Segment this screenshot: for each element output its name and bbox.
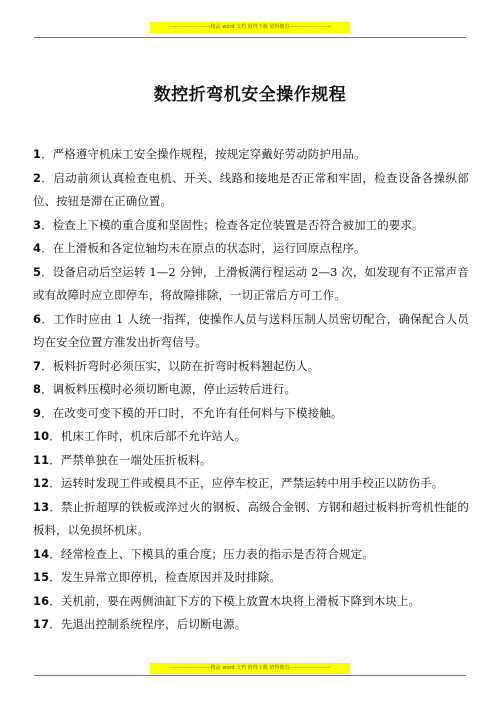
item-number: 1 [33, 147, 42, 161]
list-item [33, 496, 469, 543]
item-text: ．设备启动后空运转 1—2 分钟，上滑板满行程运动 2—3 次，如发现有不正常声音或有故障时应立即停车，将故障排除，一切正常后方可工作。 [33, 264, 469, 302]
list-item [33, 355, 469, 379]
list-item [33, 449, 469, 473]
list-item [33, 566, 469, 590]
item-text: ．经常检查上、下模具的重合度；压力表的指示是否符合规定。 [49, 546, 374, 561]
header-rule [34, 37, 466, 38]
list-item [33, 472, 469, 496]
item-number: 7 [33, 358, 42, 373]
list-item [33, 590, 469, 614]
list-item [33, 143, 469, 167]
list-item [33, 308, 469, 355]
item-number: 15 [33, 570, 50, 584]
header-banner: -----------------------精品 word 文档 值得下载 值得拥有----------------------- [150, 22, 350, 33]
item-number: 11 [33, 452, 50, 467]
list-item [33, 425, 469, 449]
footer-rule [34, 675, 466, 676]
item-text: ．工作时应由 1 人统一指挥，使操作人员与送料压制人员密切配合，确保配合人员均在安全位置方准发出折弯信号。 [33, 311, 469, 349]
item-number: 2 [33, 170, 42, 185]
item-text: ．严禁单独在一端处压折板料。 [49, 452, 212, 467]
item-number: 10 [33, 429, 50, 443]
list-item [33, 378, 469, 402]
item-text: ．严格遵守机床工安全操作规程，按规定穿戴好劳动防护用品。 [41, 147, 366, 161]
item-text: ．启动前须认真检查电机、开关、线路和接地是否正常和牢固，检查设备各操纵部位、按钮是滞在正确位置。 [33, 170, 469, 208]
item-text: ．关机前，要在两侧油缸下方的下模上放置木块将上滑板下降到木块上。 [49, 593, 421, 608]
item-number: 5 [33, 264, 42, 279]
item-text: ．机床工作时，机床后部不允许站人。 [49, 429, 247, 443]
item-text: ．发生异常立即停机，检查原因并及时排除。 [49, 570, 282, 584]
page-title: 数控折弯机安全操作规程 [153, 85, 347, 105]
list-item [33, 402, 469, 426]
item-number: 16 [33, 593, 50, 608]
item-text: ．在改变可变下模的开口时，不允许有任何料与下模接触。 [41, 405, 343, 420]
item-number: 17 [33, 617, 50, 631]
item-number: 9 [33, 405, 42, 420]
item-number: 14 [33, 546, 50, 561]
item-number: 6 [33, 311, 42, 326]
item-text: ．检查上下模的重合度和坚固性；检查各定位装置是否符合被加工的要求。 [41, 217, 424, 232]
item-number: 12 [33, 476, 50, 490]
item-number: 4 [33, 241, 42, 255]
item-text: ．先退出控制系统程序，后切断电源。 [49, 617, 247, 631]
item-number: 8 [33, 382, 42, 396]
item-text: ．运转时发现工件或模具不正，应停车校正，严禁运转中用手校正以防伤手。 [49, 476, 444, 490]
footer-banner: -----------------------精品 word 文档 值得下载 值得拥有----------------------- [150, 663, 350, 674]
list-item [33, 261, 469, 308]
list-item [33, 543, 469, 567]
item-text: ．在上滑板和各定位轴均未在原点的状态时，运行回原点程序。 [41, 241, 366, 255]
item-text: ．调板料压模时必须切断电源，停止运转后进行。 [41, 382, 297, 396]
regulation-list [33, 143, 469, 637]
item-text: ．板料折弯时必须压实，以防在折弯时板料翘起伤人。 [41, 358, 320, 373]
list-item [33, 237, 469, 261]
item-number: 3 [33, 217, 42, 232]
list-item [33, 167, 469, 214]
list-item [33, 214, 469, 238]
item-number: 13 [33, 499, 50, 514]
list-item [33, 613, 469, 637]
item-text: ．禁止折超厚的铁板或淬过火的钢板、高级合金钢、方钢和超过板料折弯机性能的板料，以免损坏机床。 [33, 499, 469, 537]
